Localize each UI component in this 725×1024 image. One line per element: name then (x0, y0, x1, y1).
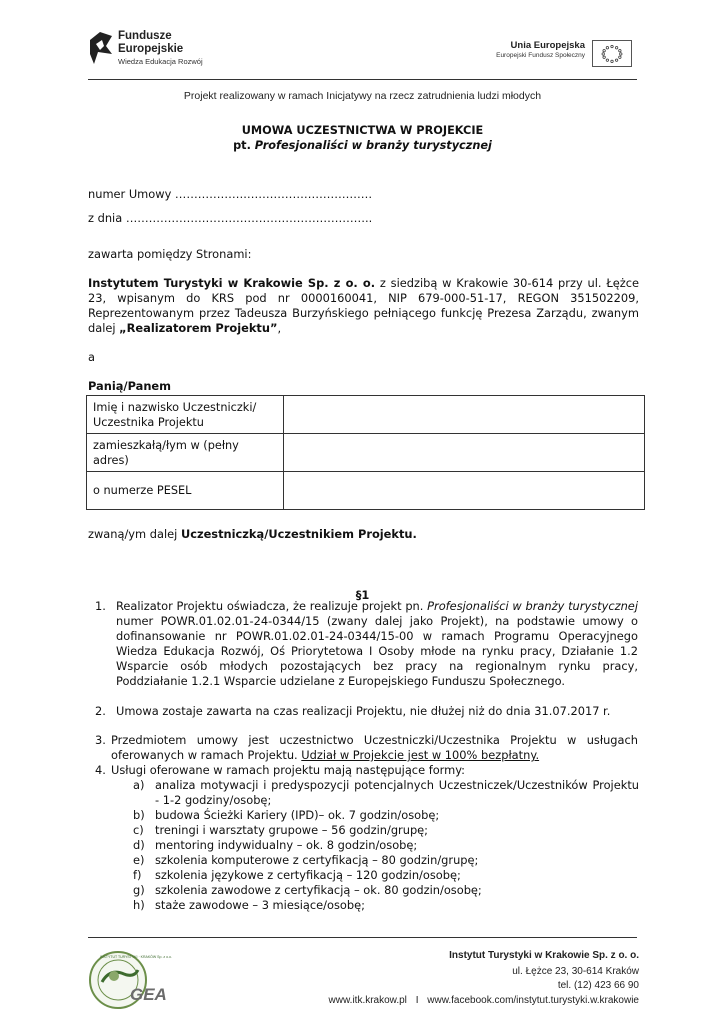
website-link[interactable]: www.itk.krakow.pl (328, 995, 407, 1006)
footer-address: ul. Łężce 23, 30-614 Kraków (512, 966, 639, 977)
p1-text-b: numer POWR.01.02.01-24-0344/15 (zwany dalej jako Projekt), na podstawie umowy o dofinansowanie nr POWR.01.02.01-24-0344/15-00 w ramach Programu Operacyjnego Wiedza Edukacja Rozwój, Oś Priorytetowa I Osoby młode na rynku pracy, Działanie 1.2 Wsparcie osób młodych pozostających bez pracy na regionalnym rynku pracy, Poddziałanie 1.2.1 Wsparcie udzielane z Europejskiego Funduszu Społecznego. (116, 614, 638, 688)
project-name: Profesjonaliści w branży turystycznej (254, 139, 492, 152)
sub-letter: c) (133, 823, 144, 837)
list-number: 4. (95, 763, 106, 777)
logo-left-line1: Fundusze (118, 30, 172, 42)
eu-line1: Unia Europejska (510, 40, 585, 51)
party1-details: z siedzibą w Krakowie 30-614 przy ul. Łężce 23, wpisanym do KRS pod nr 0000160041, NIP 679-000-51-17, REGON 351502209, Reprezentowanym przez Tadeusza Burzyńskiego pełniącego funkcję Prezesa Zarządu, zwanym dalej (88, 276, 639, 335)
logo-left-line2: Europejskie (118, 43, 184, 55)
table-row (87, 434, 645, 472)
itk-gea-logo (84, 946, 172, 1012)
footer-company: Instytut Turystyki w Krakowie Sp. z o. o. (449, 950, 639, 961)
eu-flag-icon (592, 40, 632, 67)
p1-text-a: Realizator Projektu oświadcza, że realizuje projekt pn. (116, 599, 428, 613)
parties-intro: zawarta pomiędzy Stronami: (88, 247, 252, 261)
sub-item: mentoring indywidualny – ok. 8 godzin/osobę; (155, 838, 418, 852)
header-divider (88, 79, 637, 80)
sub-item: staże zawodowe – 3 miesiące/osobę; (155, 898, 365, 912)
contract-number-field: numer Umowy ……………….…………………………… (88, 187, 373, 201)
sub-letter: b) (133, 808, 145, 822)
table-row (87, 396, 645, 434)
party1-end: , (277, 321, 282, 335)
party1-role: „Realizatorem Projektu” (119, 321, 278, 335)
fe-star-icon (88, 30, 114, 70)
party1-name: Instytutem Turystyki w Krakowie Sp. z o. o. (88, 276, 376, 290)
footer-separator: I (415, 995, 419, 1006)
participant-table (86, 395, 645, 510)
p3-text: Przedmiotem umowy jest uczestnictwo Uczestniczki/Uczestnika Projektu w usługach oferowanych w ramach Projektu. (111, 733, 638, 762)
table-label: zamieszkałą/łym w (pełny adres) (87, 434, 284, 472)
p3-free-note: Udział w Projekcie jest w 100% bezpłatny. (301, 748, 540, 762)
list-item-2: Umowa zostaje zawarta na czas realizacji Projektu, nie dłużej niż do dnia 31.07.2017 r. (116, 704, 611, 718)
contract-date-field: z dnia ……………………………………………………….. (88, 211, 373, 225)
name-input-cell[interactable] (284, 396, 645, 434)
sub-letter: d) (133, 838, 145, 852)
sub-item: szkolenia zawodowe z certyfikacją – ok. 80 godzin/osobę; (155, 883, 482, 897)
footer-phone: tel. (12) 423 66 90 (557, 980, 639, 991)
list-item-4: Usługi oferowane w ramach projektu mają następujące formy: (111, 763, 466, 777)
party2-label: Panią/Panem (88, 379, 172, 393)
logo-left-line3: Wiedza Edukacja Rozwój (118, 57, 203, 66)
eu-line2: Europejski Fundusz Społeczny (496, 52, 585, 59)
list-item-1 (116, 599, 638, 689)
fundusze-europejskie-logo (88, 28, 228, 74)
table-label: Imię i nazwisko Uczestniczki/ Uczestnika Projektu (87, 396, 284, 434)
footer-divider (88, 937, 637, 938)
participant-role: Uczestniczką/Uczestnikiem Projektu. (180, 527, 417, 541)
title-prefix: pt. (233, 139, 255, 152)
party1-paragraph (88, 276, 639, 336)
project-title (0, 139, 725, 152)
p1-project-name: Profesjonaliści w branży turystycznej (427, 599, 638, 613)
sub-letter: a) (133, 778, 145, 792)
table-label: o numerze PESEL (87, 472, 284, 510)
called-text: zwaną/ym dalej (88, 527, 181, 541)
address-input-cell[interactable] (284, 434, 645, 472)
footer-links (329, 995, 639, 1006)
and-word: a (88, 350, 95, 364)
gea-ring-text: INSTYTUT TURYSTYKI · KRAKÓW Sp. z o.o. (100, 955, 172, 959)
sub-item: szkolenia językowe z certyfikacją – 120 godzin/osobę; (155, 868, 461, 882)
sub-letter: g) (133, 883, 145, 897)
sub-item: szkolenia komputerowe z certyfikacją – 80 godzin/grupę; (155, 853, 479, 867)
pesel-input-cell[interactable] (284, 472, 645, 510)
sub-item: treningi i warsztaty grupowe – 56 godzin/grupę; (155, 823, 429, 837)
sub-letter: h) (133, 898, 145, 912)
sub-item: budowa Ścieżki Kariery (IPD)– ok. 7 godzin/osobę; (155, 808, 440, 822)
list-number: 2. (95, 704, 106, 718)
table-row (87, 472, 645, 510)
eu-logo-text (496, 40, 585, 59)
contract-title: UMOWA UCZESTNICTWA W PROJEKCIE (241, 124, 484, 137)
list-number: 1. (95, 599, 106, 613)
list-item-3 (111, 733, 638, 763)
list-number: 3. (95, 733, 106, 747)
project-subheader: Projekt realizowany w ramach Inicjatywy na rzecz zatrudnienia ludzi młodych (183, 90, 542, 102)
sub-letter: e) (133, 853, 145, 867)
gea-text: GEA (130, 985, 167, 1004)
called-paragraph (88, 527, 417, 542)
sub-letter: f) (133, 868, 142, 882)
facebook-link[interactable]: www.facebook.com/instytut.turystyki.w.krakowie (427, 995, 639, 1006)
sub-item: analiza motywacji i predyspozycji potencjalnych Uczestniczek/Uczestników Projektu - 1-2 godziny/osobę; (155, 778, 639, 807)
section-heading: §1 (355, 588, 370, 602)
